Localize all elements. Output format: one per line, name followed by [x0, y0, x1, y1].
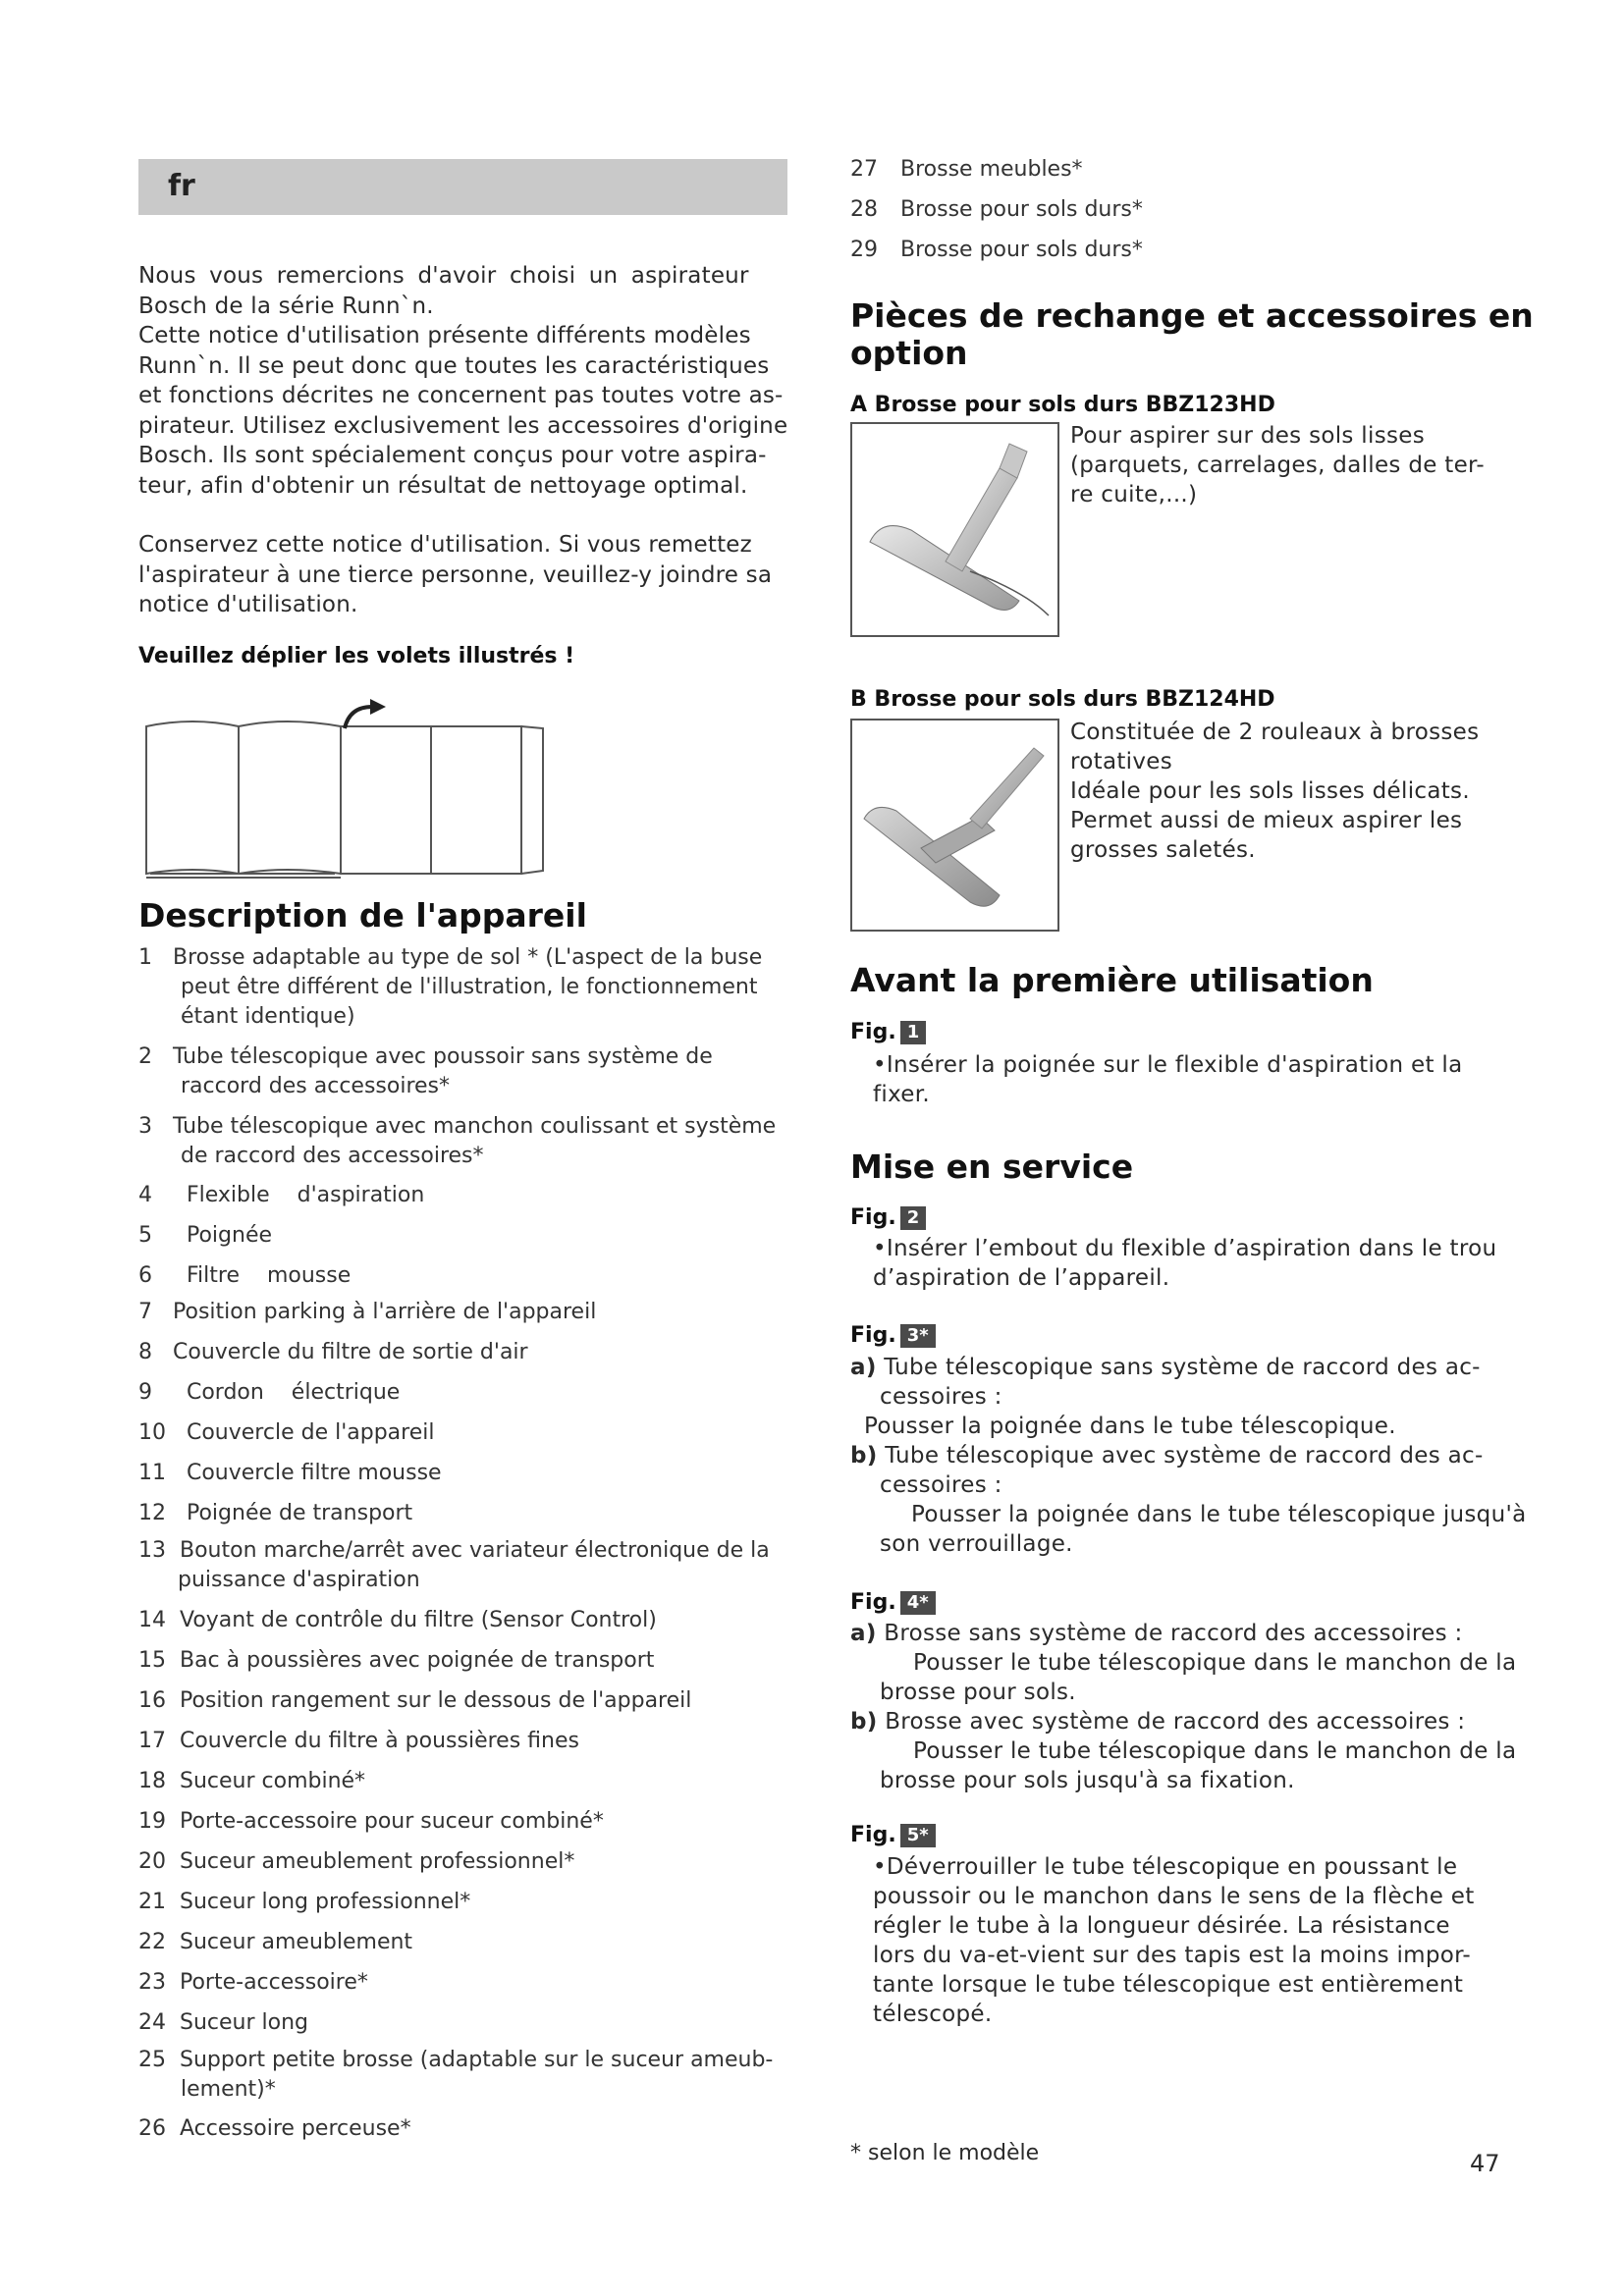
rotating-brush-icon [852, 721, 1057, 930]
list-item: 4 Flexible d'aspiration [138, 1183, 425, 1207]
keep-manual-paragraph [138, 530, 796, 620]
list-item: 11 Couvercle filtre mousse [138, 1461, 442, 1485]
list-item: 5 Poignée [138, 1223, 273, 1248]
before-use-title: Avant la première utilisation [850, 961, 1374, 999]
fig-4-b-action: Pousser le tube télescopique dans le manchon de la [913, 1738, 1517, 1764]
fig-4-b-label: b) [850, 1709, 878, 1735]
footnote: * selon le modèle [850, 2141, 1040, 2165]
accessory-b-line: Permet aussi de mieux aspirer les [1070, 808, 1463, 833]
list-item: 7 Position parking à l'arrière de l'appareil [138, 1300, 597, 1324]
before-use-line: •Insérer la poignée sur le flexible d'aspiration et la [873, 1052, 1463, 1078]
fig-5-line: •Déverrouiller le tube télescopique en poussant le [873, 1854, 1458, 1880]
fig-4-a-label: a) [850, 1621, 877, 1646]
list-item: 6 Filtre mousse [138, 1263, 352, 1288]
fig-3-b-action: Pousser la poignée dans le tube télescopique jusqu'à [911, 1502, 1527, 1527]
fig-2-text [873, 1234, 1541, 1293]
arrow-icon [345, 707, 372, 728]
accessory-b-description [1070, 718, 1542, 865]
fig-5-line: lors du va-et-vient sur des tapis est la moins impor- [873, 1943, 1472, 1968]
description-title: Description de l'appareil [138, 896, 587, 934]
list-item: 10 Couvercle de l'appareil [138, 1420, 435, 1445]
list-item: 21 Suceur long professionnel* [138, 1890, 471, 1914]
before-use-text [873, 1050, 1541, 1109]
fig-3-a-label: a) [850, 1355, 877, 1380]
intro-line: Cette notice d'utilisation présente différents modèles [138, 323, 751, 348]
fig-2-line: d’aspiration de l’appareil. [873, 1265, 1170, 1291]
booklet-left-page [146, 721, 239, 874]
accessory-b-line: rotatives [1070, 749, 1172, 774]
intro-line: pirateur. Utilisez exclusivement les accessoires d'origine [138, 412, 788, 439]
hard-floor-brush-icon [852, 424, 1057, 635]
fig-3-badge: 3* [900, 1324, 936, 1348]
fig-5-label: Fig. 5* [850, 1823, 936, 1847]
list-item: 16 Position rangement sur le dessous de l'appareil [138, 1688, 692, 1713]
fig-3-a-line: Tube télescopique sans système de raccord des ac- [884, 1355, 1481, 1380]
fig-3-text [850, 1353, 1538, 1559]
fig-5-line: poussoir ou le manchon dans le sens de la flèche et [873, 1884, 1475, 1909]
list-item: 20 Suceur ameublement professionnel* [138, 1849, 575, 1874]
page-number: 47 [1470, 2150, 1500, 2177]
accessory-a-description [1070, 421, 1542, 509]
fig-1-label: Fig. 1 [850, 1020, 926, 1044]
accessory-b-line: grosses saletés. [1070, 837, 1256, 863]
list-item: 29 Brosse pour sols durs* [850, 238, 1143, 262]
accessory-b-line: Constituée de 2 rouleaux à brosses [1070, 720, 1480, 745]
list-item: 8 Couvercle du filtre de sortie d'air [138, 1340, 528, 1364]
fig-4-text [850, 1619, 1538, 1795]
accessory-b-line: Idéale pour les sols lisses délicats. [1070, 778, 1470, 804]
accessory-b-title: B Brosse pour sols durs BBZ124HD [850, 687, 1275, 712]
fold-panel-3 [521, 726, 543, 874]
intro-line: Nous vous remercions d'avoir choisi un aspirateur [138, 263, 749, 289]
list-item: 14 Voyant de contrôle du filtre (Sensor Control) [138, 1608, 657, 1632]
fig-1-badge: 1 [900, 1021, 927, 1044]
list-item: 25 Support petite brosse (adaptable sur le suceur ameub- lement)* [138, 2048, 774, 2102]
fig-3-a-action: Pousser la poignée dans le tube télescopique. [864, 1414, 1396, 1439]
list-item: 27 Brosse meubles* [850, 157, 1083, 182]
list-item: 19 Porte-accessoire pour suceur combiné* [138, 1809, 604, 1834]
keep-line: l'aspirateur à une tierce personne, veuillez-y joindre sa [138, 561, 773, 588]
list-item: 1 Brosse adaptable au type de sol * (L'aspect de la buse peut être différent de l'illustration, le fonctionnement étant identique) [138, 945, 763, 1029]
list-item: 3 Tube télescopique avec manchon coulissant et système de raccord des accessoires* [138, 1114, 777, 1168]
fig-5-line: tante lorsque le tube télescopique est entièrement [873, 1972, 1464, 1998]
fig-3-b-line: Tube télescopique avec système de raccord des ac- [885, 1443, 1484, 1468]
accessory-a-line: (parquets, carrelages, dalles de ter- [1070, 453, 1485, 478]
list-item: 2 Tube télescopique avec poussoir sans système de raccord des accessoires* [138, 1044, 713, 1098]
list-item: 17 Couvercle du filtre à poussières fines [138, 1729, 579, 1753]
intro-line: Bosch. Ils sont spécialement conçus pour votre aspira- [138, 443, 767, 468]
fig-3-b-label: b) [850, 1443, 878, 1468]
fig-5-line: télescopé. [873, 2002, 993, 2027]
fig-4-b-action: brosse pour sols jusqu'à sa fixation. [880, 1768, 1295, 1793]
fold-out-illustration [138, 699, 551, 881]
accessory-a-line: Pour aspirer sur des sols lisses [1070, 423, 1425, 449]
startup-title: Mise en service [850, 1148, 1134, 1186]
fig-5-text [873, 1852, 1511, 2029]
fig-5-line: régler le tube à la longueur désirée. La résistance [873, 1913, 1450, 1939]
accessory-a-image [850, 422, 1059, 637]
fig-4-b-line: Brosse avec système de raccord des accessoires : [885, 1709, 1466, 1735]
fig-3-label: Fig. 3* [850, 1323, 936, 1348]
list-item: 24 Suceur long [138, 2010, 308, 2035]
language-code: fr [168, 169, 195, 203]
list-item: 12 Poignée de transport [138, 1501, 413, 1525]
accessory-a-line: re cuite,...) [1070, 482, 1198, 507]
keep-line: Conservez cette notice d'utilisation. Si vous remettez [138, 532, 752, 558]
list-item: 18 Suceur combiné* [138, 1769, 366, 1793]
fig-3-a-line: cessoires : [880, 1384, 1002, 1410]
fold-panel-1 [341, 726, 431, 874]
fig-4-a-action: Pousser le tube télescopique dans le manchon de la [913, 1650, 1517, 1676]
spare-parts-title-line: Pièces de rechange et accessoires en [850, 296, 1534, 335]
list-item: 13 Bouton marche/arrêt avec variateur électronique de la puissance d'aspiration [138, 1538, 770, 1592]
accessory-a-title: A Brosse pour sols durs BBZ123HD [850, 393, 1275, 417]
before-use-line: fixer. [873, 1082, 930, 1107]
fig-3-b-action: son verrouillage. [880, 1531, 1073, 1557]
fig-4-a-action: brosse pour sols. [880, 1680, 1076, 1705]
fig-4-label: Fig. 4* [850, 1590, 936, 1615]
list-item: 22 Suceur ameublement [138, 1930, 413, 1954]
keep-line: notice d'utilisation. [138, 592, 358, 617]
list-item: 15 Bac à poussières avec poignée de transport [138, 1648, 655, 1673]
accessory-b-image [850, 719, 1059, 932]
intro-line: et fonctions décrites ne concernent pas toutes votre as- [138, 383, 784, 408]
list-item: 23 Porte-accessoire* [138, 1970, 368, 1995]
booklet-right-page [239, 721, 341, 874]
unfold-note: Veuillez déplier les volets illustrés ! [138, 644, 575, 668]
list-item: 28 Brosse pour sols durs* [850, 197, 1143, 222]
list-item: 26 Accessoire perceuse* [138, 2116, 411, 2141]
fig-2-line: •Insérer l’embout du flexible d’aspiration dans le trou [873, 1236, 1497, 1261]
intro-line: Runn`n. Il se peut donc que toutes les caractéristiques [138, 352, 770, 379]
spare-parts-title [850, 297, 1538, 372]
list-item: 9 Cordon électrique [138, 1380, 401, 1405]
language-bar [138, 159, 787, 215]
fig-3-b-line: cessoires : [880, 1472, 1002, 1498]
fold-panel-2 [431, 726, 521, 874]
fig-2-badge: 2 [900, 1206, 927, 1230]
fig-4-badge: 4* [900, 1591, 936, 1615]
fig-5-badge: 5* [900, 1824, 936, 1847]
fig-2-label: Fig. 2 [850, 1205, 926, 1230]
intro-line: Bosch de la série Runn`n. [138, 293, 434, 319]
spare-parts-title-line: option [850, 334, 968, 372]
fig-4-a-line: Brosse sans système de raccord des accessoires : [884, 1621, 1463, 1646]
intro-line: teur, afin d'obtenir un résultat de nettoyage optimal. [138, 472, 748, 499]
intro-paragraph [138, 261, 796, 501]
